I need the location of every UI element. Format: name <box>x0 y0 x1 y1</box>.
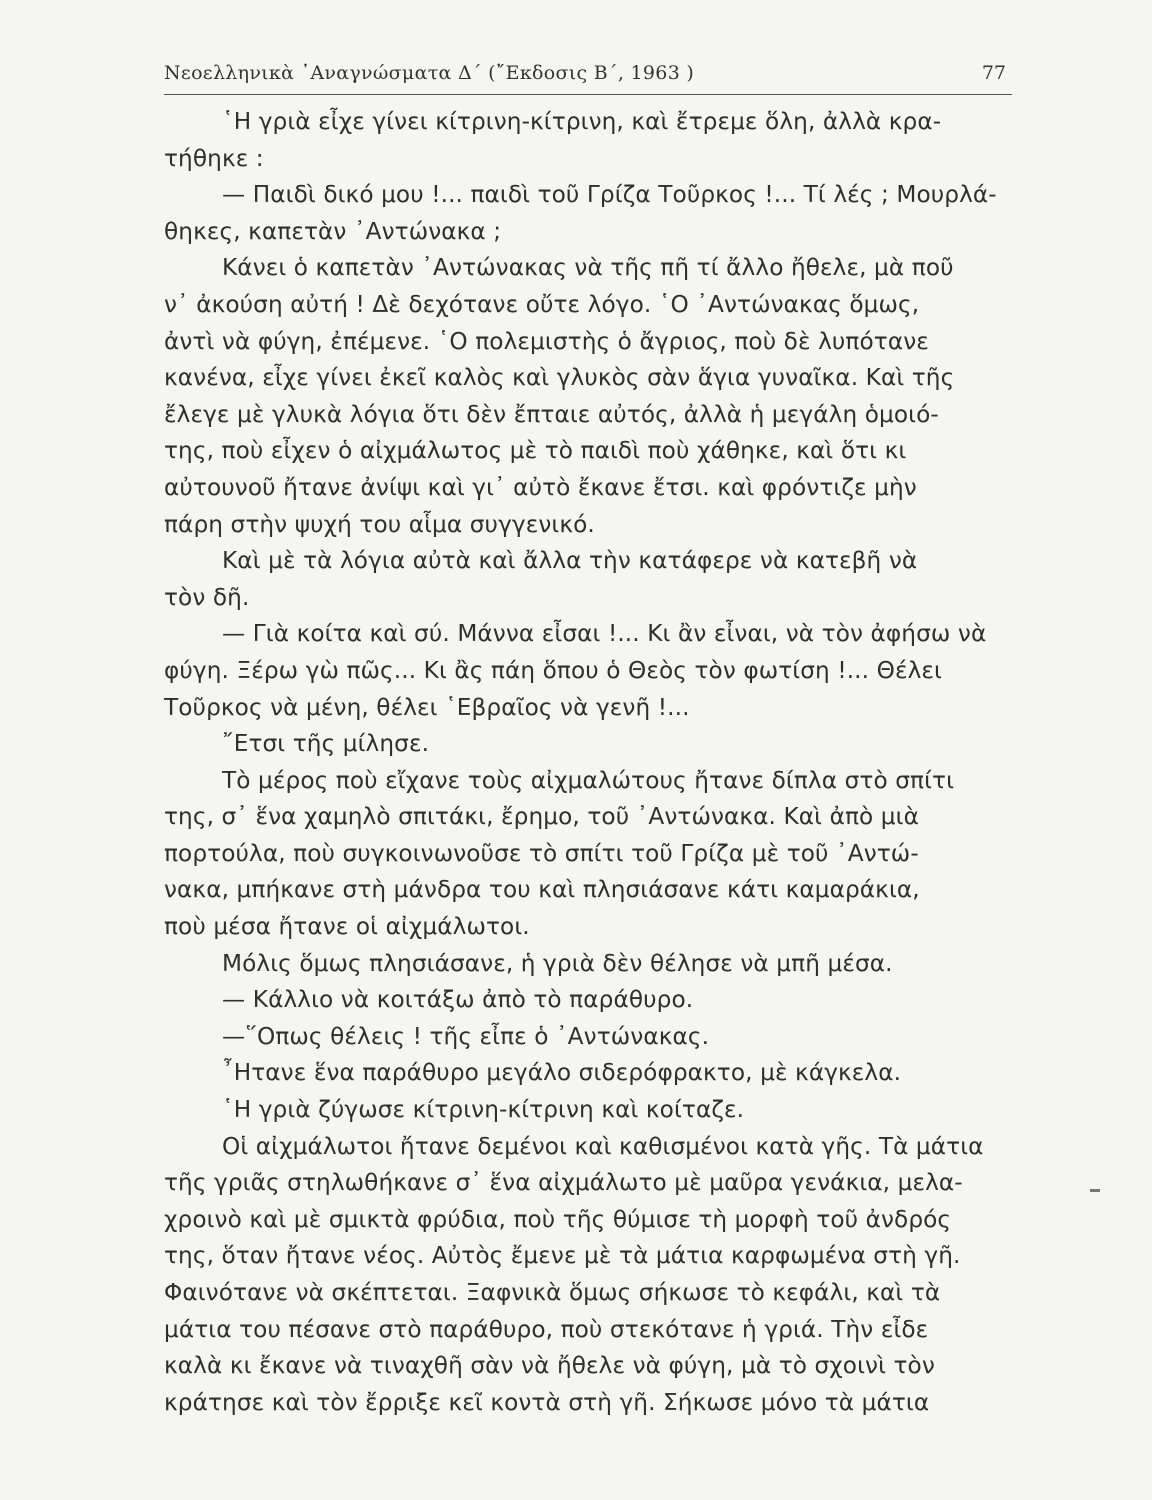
text-line: κράτησε καὶ τὸν ἔρριξε κεῖ κοντὰ στὴ γῆ. Σήκωσε μόνο τὰ μάτια <box>164 1388 930 1416</box>
header-title: Νεοελληνικὰ ᾿Αναγνώσματα Δ΄ (῎Εκδοσις Β΄, 1963 ) <box>164 62 695 84</box>
text-line: ῾Η γριὰ ζύγωσε κίτρινη-κίτρινη καὶ κοίταζε. <box>222 1096 745 1124</box>
text-line: Κάνει ὁ καπετὰν ᾿Αντώνακας νὰ τῆς πῆ τί ἄλλο ἤθελε, μὰ ποῦ <box>222 254 954 282</box>
text-line: Τοῦρκος νὰ μένη, θέλει ῾Εβραῖος νὰ γενῆ !... <box>164 693 690 721</box>
text-line: της, σ᾿ ἕνα χαμηλὸ σπιτάκι, ἔρημο, τοῦ ᾿Αντώνακα. Καὶ ἀπὸ μιὰ <box>164 803 919 831</box>
text-line: νακα, μπήκανε στὴ μάνδρα του καὶ πλησιάσανε κάτι καμαράκια, <box>164 876 920 904</box>
text-line: φύγη. Ξέρω γὼ πῶς... Κι ἂς πάη ὅπου ὁ Θεὸς τὸν φωτίση !... Θέλει <box>164 656 942 684</box>
text-line: τὸν δῆ. <box>164 583 250 611</box>
text-line: Καὶ μὲ τὰ λόγια αὐτὰ καὶ ἄλλα τὴν κατάφερε νὰ κατεβῆ νὰ <box>222 547 918 575</box>
text-line: πορτούλα, ποὺ συγκοινωνοῦσε τὸ σπίτι τοῦ Γρίζα μὲ τοῦ ᾿Αντώ- <box>164 839 919 867</box>
text-line: τῆς γριᾶς στηλωθήκανε σ᾿ ἕνα αἰχμάλωτο μὲ μαῦρα γενάκια, μελα- <box>164 1169 963 1197</box>
text-line: Τὸ μέρος ποὺ εἴχανε τοὺς αἰχμαλώτους ἤτανε δίπλα στὸ σπίτι <box>222 766 955 794</box>
text-line: θηκες, καπετὰν ᾿Αντώνακα ; <box>164 217 502 245</box>
text-line: καλὰ κι ἔκανε νὰ τιναχθῆ σὰν νὰ ἤθελε νὰ φύγη, μὰ τὸ σχοινὶ τὸν <box>164 1352 935 1380</box>
text-line: ῏Ητανε ἕνα παράθυρο μεγάλο σιδερόφρακτο, μὲ κάγκελα. <box>222 1059 902 1087</box>
text-line: κανένα, εἶχε γίνει ἐκεῖ καλὸς καὶ γλυκὸς σὰν ἅγια γυναῖκα. Καὶ τῆς <box>164 364 955 392</box>
text-line: Οἱ αἰχμάλωτοι ἤτανε δεμένοι καὶ καθισμένοι κατὰ γῆς. Τὰ μάτια <box>222 1132 984 1160</box>
text-line: ῎Ετσι τῆς μίλησε. <box>222 730 430 758</box>
running-header <box>164 58 1012 95</box>
text-line: τήθηκε : <box>164 144 264 172</box>
text-line: ῾Η γριὰ εἶχε γίνει κίτρινη-κίτρινη, καὶ ἔτρεμε ὅλη, ἀλλὰ κρα- <box>222 108 942 135</box>
text-line: ἀντὶ νὰ φύγη, ἐπέμενε. ῾Ο πολεμιστὴς ὁ ἄγριος, ποὺ δὲ λυπότανε <box>164 327 929 355</box>
text-line: χροινὸ καὶ μὲ σμικτὰ φρύδια, ποὺ τῆς θύμισε τὴ μορφὴ τοῦ ἀνδρός <box>164 1205 952 1233</box>
text-line: αὐτουνοῦ ἤτανε ἀνίψι καὶ γι᾿ αὐτὸ ἔκανε ἔτσι. καὶ φρόντιζε μὴν <box>164 473 917 501</box>
body-text <box>164 104 1012 1421</box>
text-line: ν᾿ ἀκούση αὐτή ! Δὲ δεχότανε οὔτε λόγο. ῾Ο ᾿Αντώνακας ὅμως, <box>164 290 920 318</box>
text-line: της, ποὺ εἶχεν ὁ αἰχμάλωτος μὲ τὸ παιδὶ ποὺ χάθηκε, καὶ ὅτι κι <box>164 437 907 465</box>
text-line: — Κάλλιο νὰ κοιτάξω ἀπὸ τὸ παράθυρο. <box>222 986 694 1014</box>
text-line: ποὺ μέσα ἤτανε οἱ αἰχμάλωτοι. <box>164 913 530 941</box>
text-line: — Γιὰ κοίτα καὶ σύ. Μάννα εἶσαι !... Κι ἂν εἶναι, νὰ τὸν ἀφήσω νὰ <box>222 620 987 648</box>
text-line: ἔλεγε μὲ γλυκὰ λόγια ὅτι δὲν ἔπταιε αὐτός, ἀλλὰ ἡ μεγάλη ὁμοιό- <box>164 400 939 428</box>
text-line: μάτια του πέσανε στὸ παράθυρο, ποὺ στεκότανε ἡ γριά. Τὴν εἶδε <box>164 1315 929 1343</box>
text-line: —῞Οπως θέλεις ! τῆς εἶπε ὁ ᾿Αντώνακας. <box>222 1022 710 1050</box>
text-line: πάρη στὴν ψυχή του αἷμα συγγενικό. <box>164 510 595 538</box>
text-line: Φαινότανε νὰ σκέπτεται. Ξαφνικὰ ὅμως σήκωσε τὸ κεφάλι, καὶ τὰ <box>164 1279 941 1306</box>
text-line: — Παιδὶ δικό μου !... παιδὶ τοῦ Γρίζα Τοῦρκος !... Τί λές ; Μουρλά- <box>222 181 997 209</box>
page-number: 77 <box>981 62 1006 84</box>
text-line: της, ὅταν ἤτανε νέος. Αὐτὸς ἔμενε μὲ τὰ μάτια καρφωμένα στὴ γῆ. <box>164 1242 961 1270</box>
margin-mark <box>1090 1189 1100 1192</box>
text-line: Μόλις ὅμως πλησιάσανε, ἡ γριὰ δὲν θέλησε νὰ μπῆ μέσα. <box>222 949 893 977</box>
